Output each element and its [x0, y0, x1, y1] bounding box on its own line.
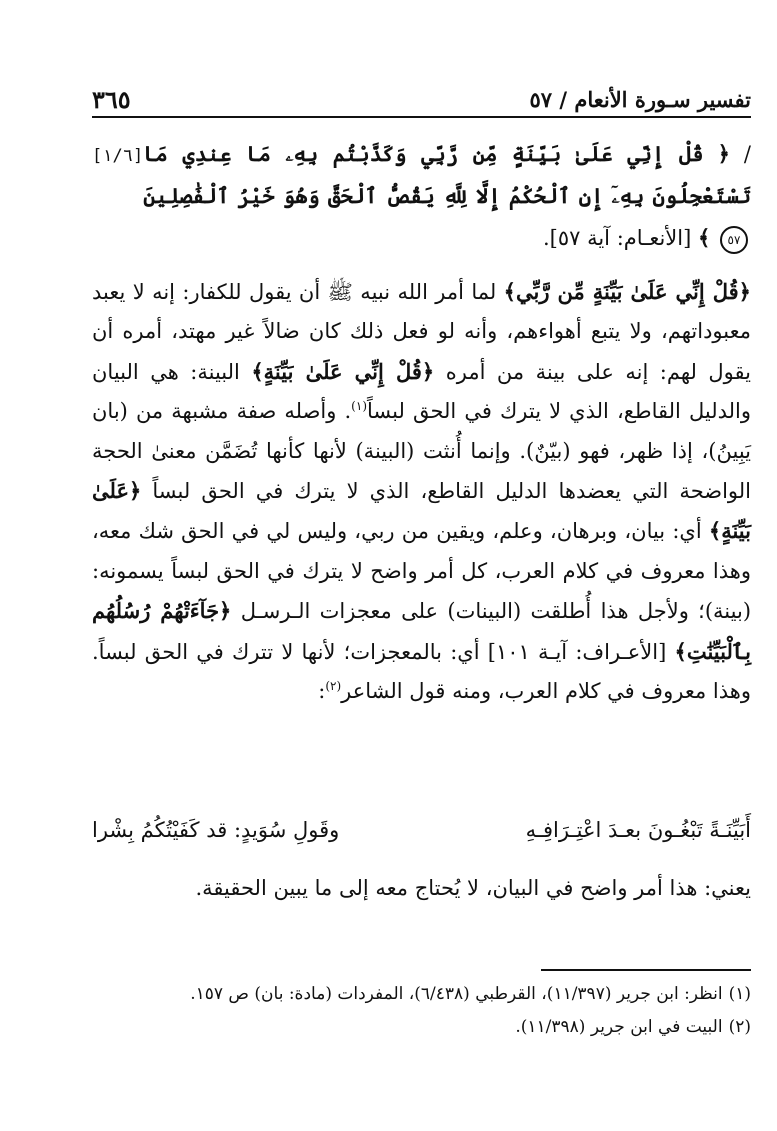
- page-number: ٣٦٥: [92, 85, 131, 114]
- running-title: تفسير سـورة الأنعام / ٥٧: [529, 87, 751, 112]
- footnote-number: (١): [728, 984, 751, 1004]
- footnote-number: (٢): [728, 1017, 751, 1037]
- close-bracket: ﴾: [698, 225, 711, 250]
- verse-source: [الأنعـام: آية ٥٧].: [542, 226, 692, 250]
- verse-quote: ﴿جَآءَتْهُمْ رُسُلُهُم بِٱلْبَيِّنَٰتِ﴾: [92, 598, 751, 664]
- footnote-marker[interactable]: (٢): [325, 679, 342, 694]
- page-header: [92, 70, 751, 118]
- verse-quote: ﴿قُلْ إِنِّي عَلَىٰ بَيِّنَةٍ﴾: [251, 358, 435, 384]
- footnote-item: [92, 1011, 751, 1044]
- verse-block: [92, 133, 751, 259]
- poem-verse: [92, 810, 751, 850]
- commentary-paragraph: [92, 272, 751, 711]
- footnote-marker[interactable]: (١): [351, 399, 367, 414]
- footnote-text: انظر: ابن جرير (١١/٣٩٧)، القرطبي (٦/٤٣٨)، المفردات (مادة: بان) ص ١٥٧.: [190, 984, 723, 1004]
- verse-quote: ﴿قُلْ إِنِّي عَلَىٰ بَيِّنَةٍ مِّن رَّبِّي﴾: [503, 279, 751, 304]
- commentary-body: [92, 272, 751, 711]
- poem-hemistich-second: وقَولِ سُوَيدٍ: قد كَفَيْتُكُمُ بِشْرا: [92, 818, 340, 842]
- footnote-item: [92, 978, 751, 1011]
- ayah-number-icon: ٥٧: [720, 226, 748, 254]
- poem-hemistich-first: أَبَيِّنَـةً تَبْغُـونَ بعـدَ اعْتِـرَافِـهِ: [525, 818, 751, 842]
- paragraph-text: البينة: هي البيان والدليل القاطع، الذي لا يترك في الحق لبساً: [92, 359, 751, 424]
- paragraph-text: لما أمر الله نبيه ﷺ أن يقول للكفار: إنه لا يعبد معبوداتهم، ولا يتبع أهواءهم، وأنه لو فعل ذلك كان ضالاً غير مهتد، أمره أن يقول لهم: إنه على بينة من أمره: [92, 280, 751, 384]
- paragraph-text: أي: بيان، وبرهان، وعلم، ويقين من ربي، وليس لي في الحق شك معه، وهذا معروف في كلام العرب، كل أمر واضح لا يترك في الحق لبساً يسمونه: (بينة)؛ ولأجل هذا أُطلقت (البينات) على معجزات الـرسـل: [92, 519, 752, 624]
- paragraph-text: . وأصله صفة مشبهة من (بان يَبِينُ)، إذا ظهر، فهو (بيّنٌ). وإنما أُنثت (البينة) لأنها كأنها تُضَمَّن معنىٰ الحجة الواضحة التي يعضدها الدليل القاطع، الذي لا يترك في الحق لبساً: [92, 399, 751, 504]
- slash-mark: /: [743, 142, 751, 166]
- footnote-divider: [541, 969, 751, 971]
- open-bracket: ﴿: [717, 141, 730, 166]
- verse-quote: ﴿عَلَىٰ بَيِّنَةٍ﴾: [92, 478, 751, 544]
- paragraph-text: :: [318, 679, 326, 704]
- explanation: [92, 868, 751, 908]
- footnote-text: البيت في ابن جرير (١١/٣٩٨).: [515, 1017, 723, 1037]
- explanation-text: يعني: هذا أمر واضح في البيان، لا يُحتاج معه إلى ما يبين الحقيقة.: [195, 876, 751, 900]
- quran-verse: قُلْ إِنِّي عَلَىٰ بَيِّنَةٍ مِّن رَّبِّي وَكَذَّبْتُم بِهِۦ مَا عِندِي مَا تَسْتَعْجِلُونَ بِهِۦٓ إِنِ ٱلْحُكْمُ إِلَّا لِلَّهِ يَقُصُّ ٱلْحَقَّ وَهُوَ خَيْرُ ٱلْفَٰصِلِينَ: [143, 141, 751, 208]
- footnotes: [92, 978, 751, 1044]
- paragraph-text: [الأعـراف: آيـة ١٠١] أي: بالمعجزات؛ لأنها لا تترك في الحق لبساً. وهذا معروف في كلام العرب، ومنه قول الشاعر: [92, 639, 751, 704]
- verse-reference: [١/٦]: [92, 146, 144, 166]
